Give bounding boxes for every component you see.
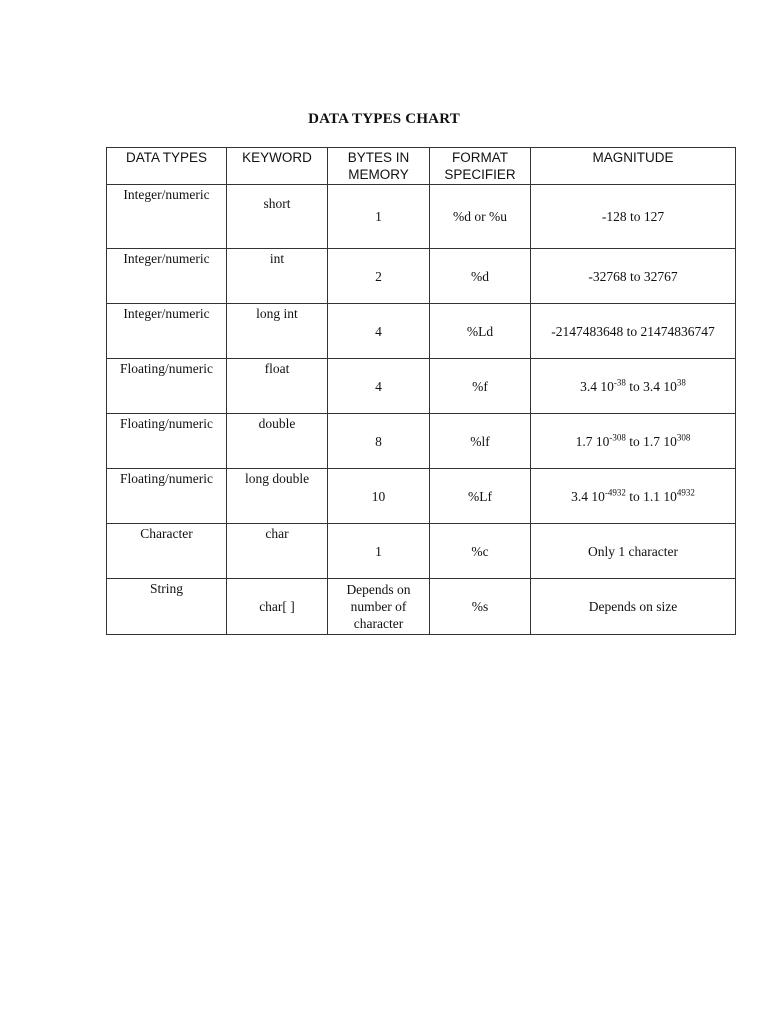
magnitude-min-exponent: -38 <box>613 377 626 387</box>
cell-data-type: String <box>107 579 227 635</box>
cell-bytes: 1 <box>328 524 430 579</box>
cell-magnitude <box>531 359 736 414</box>
cell-data-type: Floating/numeric <box>107 359 227 414</box>
table-row <box>107 414 736 469</box>
cell-keyword: char[ ] <box>227 579 328 635</box>
cell-data-type: Floating/numeric <box>107 414 227 469</box>
cell-format: %Ld <box>430 304 531 359</box>
cell-keyword: short <box>227 185 328 249</box>
cell-format: %s <box>430 579 531 635</box>
cell-magnitude: Depends on size <box>531 579 736 635</box>
magnitude-max-base: to 3.4 10 <box>625 378 677 394</box>
cell-bytes: 8 <box>328 414 430 469</box>
table-row <box>107 579 736 635</box>
cell-magnitude: Only 1 character <box>531 524 736 579</box>
table-row <box>107 359 736 414</box>
header-data-types: DATA TYPES <box>107 148 227 185</box>
cell-magnitude <box>531 469 736 524</box>
table-row <box>107 185 736 249</box>
table-row <box>107 304 736 359</box>
cell-bytes: 4 <box>328 359 430 414</box>
magnitude-max-base: to 1.1 10 <box>625 488 677 504</box>
cell-format: %lf <box>430 414 531 469</box>
cell-keyword: long int <box>227 304 328 359</box>
cell-bytes: 4 <box>328 304 430 359</box>
cell-bytes: Depends on number of character <box>328 579 430 635</box>
table-row <box>107 469 736 524</box>
magnitude-min-exponent: -4932 <box>604 487 626 497</box>
cell-keyword: double <box>227 414 328 469</box>
cell-format: %d <box>430 249 531 304</box>
cell-format: %f <box>430 359 531 414</box>
cell-magnitude: -128 to 127 <box>531 185 736 249</box>
data-types-table <box>106 147 736 635</box>
cell-magnitude <box>531 414 736 469</box>
table-row <box>107 524 736 579</box>
magnitude-min-exponent: -308 <box>609 432 626 442</box>
magnitude-max-exponent: 38 <box>676 377 686 387</box>
cell-keyword: float <box>227 359 328 414</box>
cell-magnitude: -32768 to 32767 <box>531 249 736 304</box>
header-magnitude: MAGNITUDE <box>531 148 736 185</box>
header-bytes-in-memory: BYTES IN MEMORY <box>328 148 430 185</box>
cell-format: %Lf <box>430 469 531 524</box>
table-header-row <box>107 148 736 185</box>
magnitude-min-base: 1.7 10 <box>575 433 610 449</box>
magnitude-max-exponent: 4932 <box>676 487 695 497</box>
cell-keyword: long double <box>227 469 328 524</box>
magnitude-min-base: 3.4 10 <box>580 378 614 394</box>
cell-keyword: char <box>227 524 328 579</box>
cell-format: %d or %u <box>430 185 531 249</box>
cell-data-type: Integer/numeric <box>107 249 227 304</box>
page-title: DATA TYPES CHART <box>308 111 460 127</box>
magnitude-max-exponent: 308 <box>676 432 691 442</box>
header-format-specifier: FORMAT SPECIFIER <box>430 148 531 185</box>
cell-data-type: Character <box>107 524 227 579</box>
cell-keyword: int <box>227 249 328 304</box>
cell-bytes: 10 <box>328 469 430 524</box>
table-row <box>107 249 736 304</box>
cell-data-type: Integer/numeric <box>107 185 227 249</box>
cell-data-type: Floating/numeric <box>107 469 227 524</box>
cell-data-type: Integer/numeric <box>107 304 227 359</box>
cell-magnitude: -2147483648 to 21474836747 <box>531 304 736 359</box>
cell-bytes: 2 <box>328 249 430 304</box>
magnitude-max-base: to 1.7 10 <box>625 433 677 449</box>
magnitude-min-base: 3.4 10 <box>571 488 605 504</box>
cell-format: %c <box>430 524 531 579</box>
header-keyword: KEYWORD <box>227 148 328 185</box>
cell-bytes: 1 <box>328 185 430 249</box>
